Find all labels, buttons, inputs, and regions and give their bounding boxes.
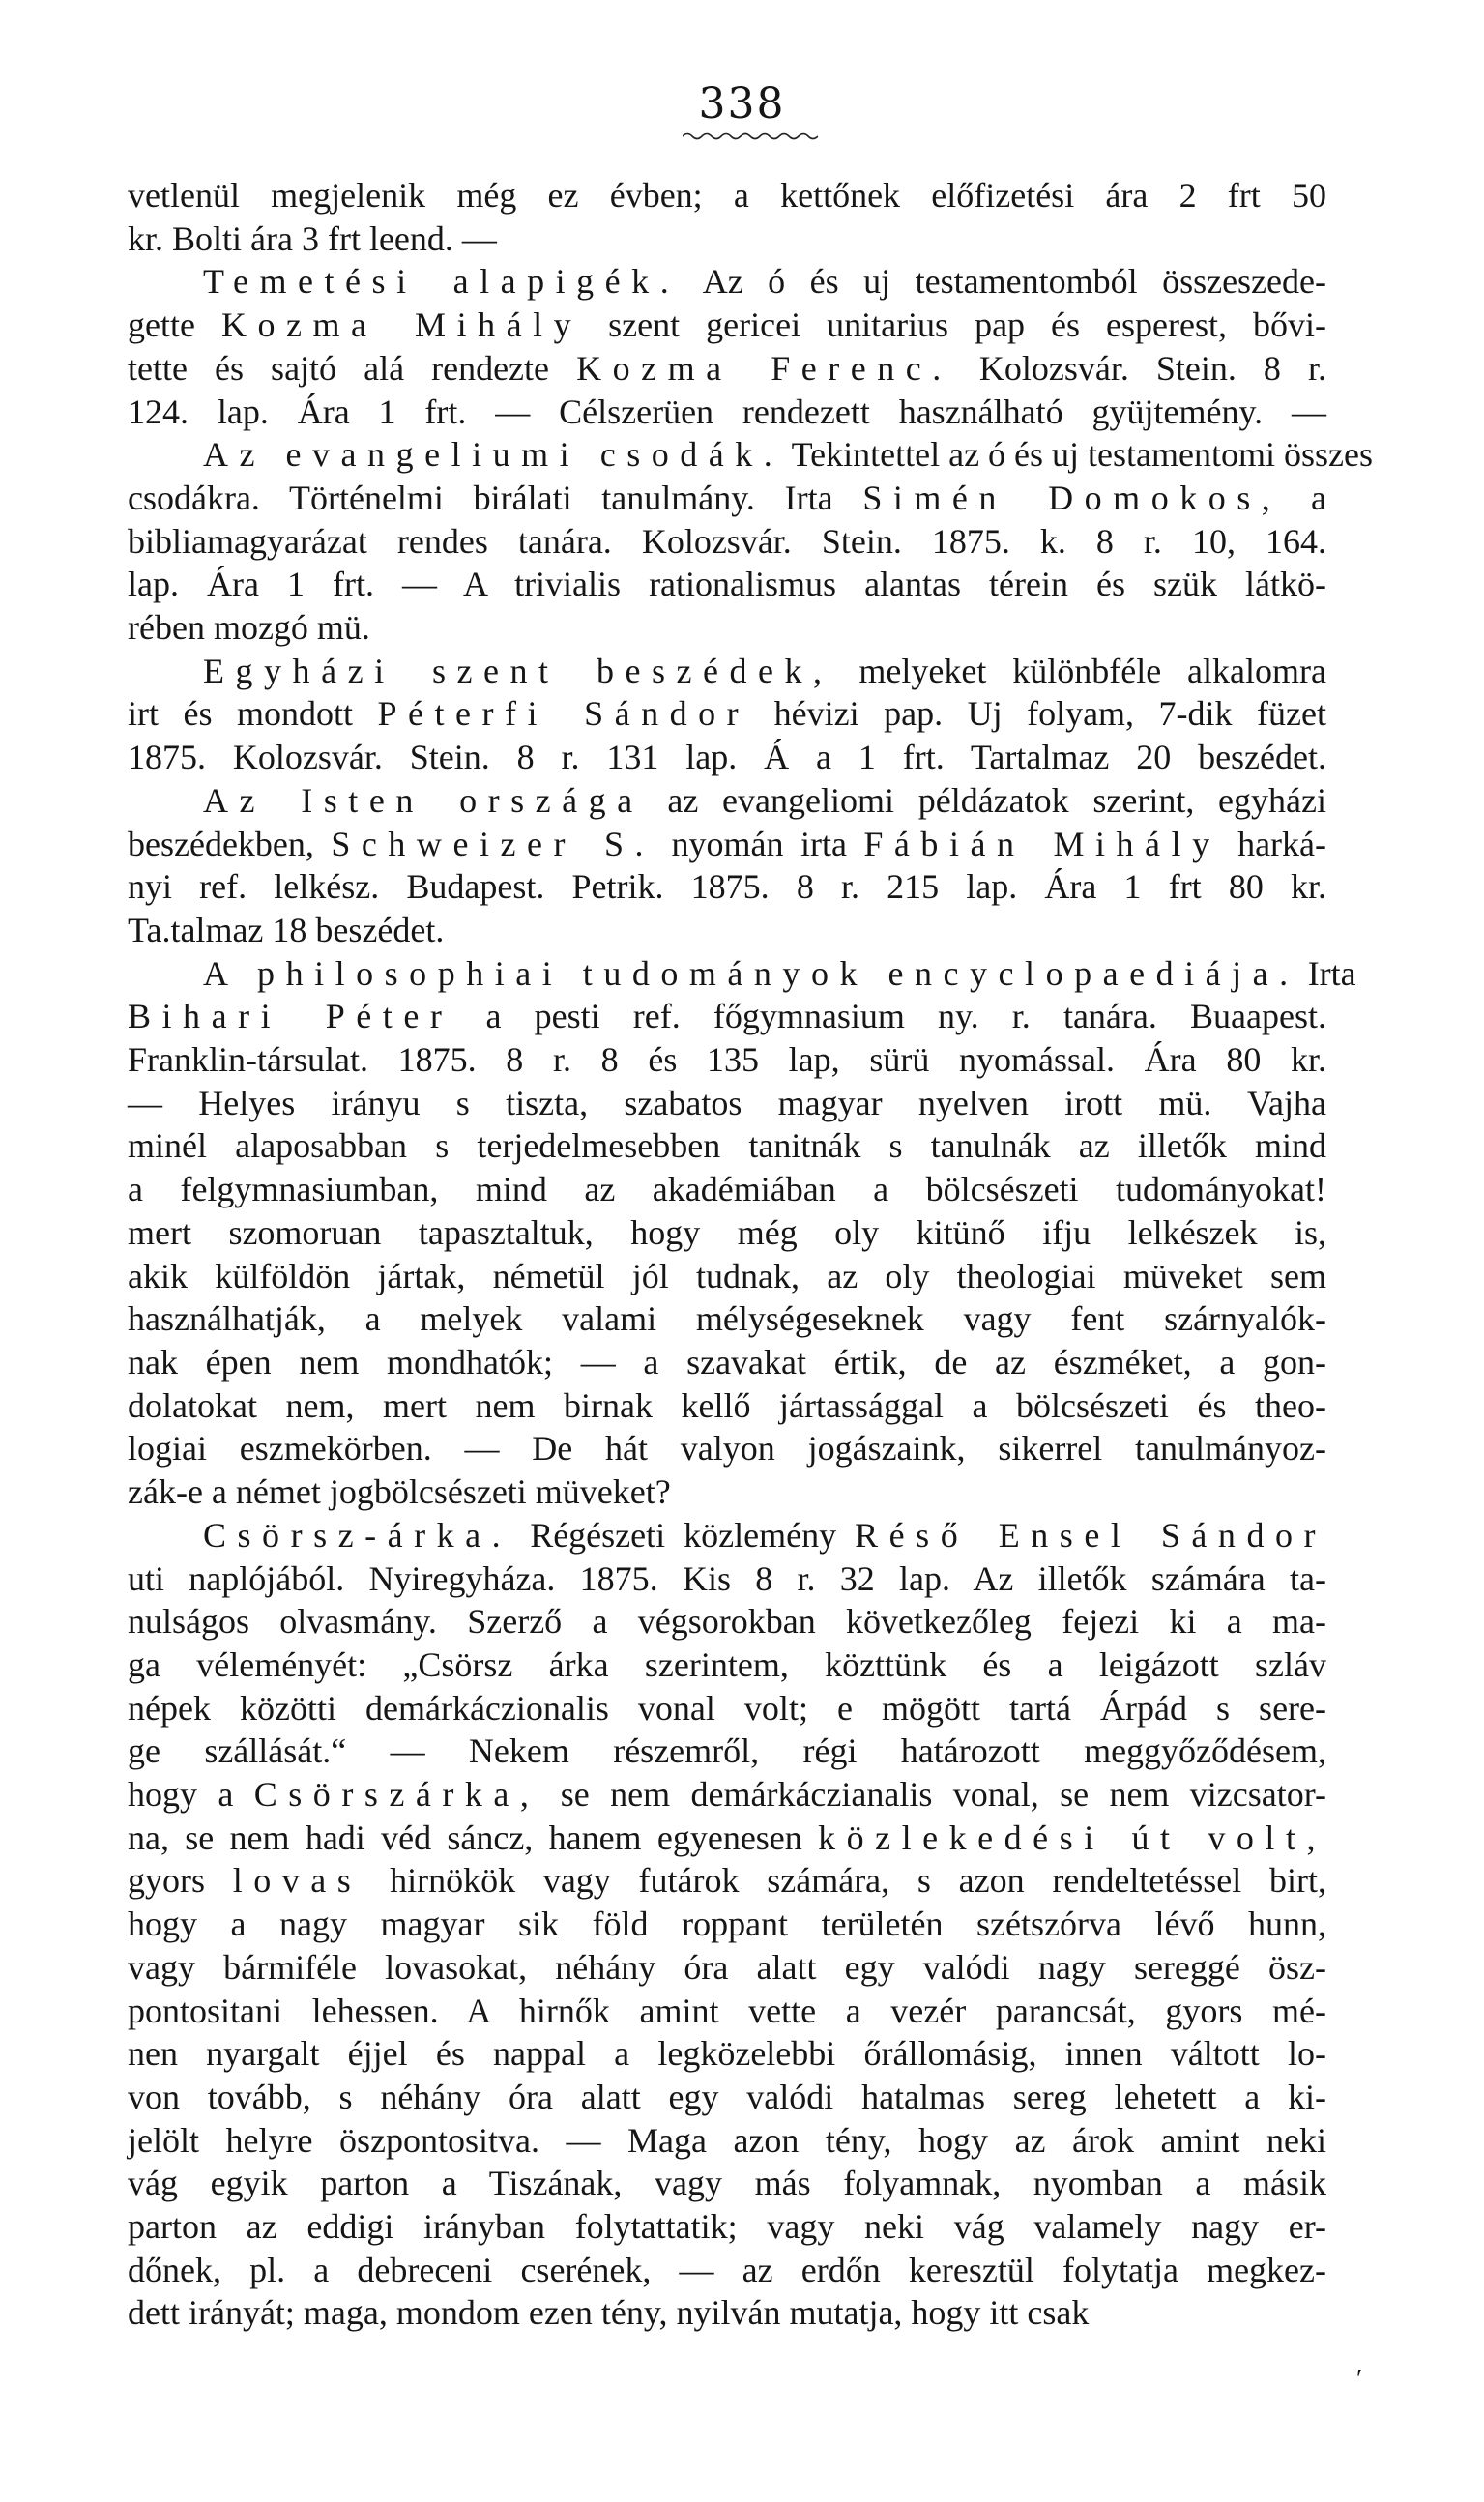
text-line [128,2249,1326,2292]
text-run: használhatják, a melyek valami mélységeseknek vagy fent szárnyalók- [128,1299,1326,1339]
text-line [128,865,1326,909]
text-line [128,823,1326,866]
text-run: dolatokat nem, mert nem birnak kellő jártassággal a bölcsészeti és theo- [128,1385,1326,1425]
text-run: az evangeliomi példázatok szerint, egyházi [643,780,1326,820]
text-run: Ta.talmaz 18 beszédet. [128,910,445,949]
page-number: 338 [698,79,786,129]
spaced-emphasis: Temetési alapigék. [203,262,681,302]
text-run: — Helyes irányu s tiszta, szabatos magyar nyelven irott mü. Vajha [128,1083,1326,1122]
text-line [128,909,1326,952]
text-line [128,2076,1326,2119]
text-run: nyi ref. lelkész. Budapest. Petrik. 1875. 8 r. 215 lap. Ára 1 frt 80 kr. [128,867,1326,907]
text-run: se nem demárkáczianalis vonal, se nem vizcsator- [539,1775,1326,1815]
spaced-emphasis: Csörsz-árka. [203,1515,512,1555]
text-line [128,2205,1326,2249]
spaced-emphasis: A philosophiai tudományok encyclopaediája. [203,953,1299,993]
text-run: tette és sajtó alá rendezte [128,348,577,388]
text-line [128,1514,1326,1557]
text-run: bibliamagyarázat rendes tanára. Kolozsvár. Stein. 1875. k. 8 r. 10, 164. [128,521,1326,561]
text-run: 124. lap. Ára 1 frt. — Célszerüen rendezett használható gyüjtemény. — [128,392,1326,431]
text-run: 1875. Kolozsvár. Stein. 8 r. 131 lap. Á a 1 frt. Tartalmaz 20 beszédet. [128,738,1326,777]
text-run: jelölt helyre öszpontositva. — Maga azon tény, hogy az árok amint neki [128,2120,1326,2160]
text-line [128,1384,1326,1428]
spaced-emphasis: Bihari Péter [128,997,453,1036]
text-line [128,1297,1326,1341]
text-run: nyomán irta [655,824,864,863]
text-run: parton az eddigi irányban folytattatik; vagy neki vág valamely nagy er- [128,2207,1326,2247]
text-run: Régészeti közlemény [511,1515,856,1555]
text-line [128,477,1326,520]
text-run: lap. Ára 1 frt. — A trivialis rationalismus alantas térein és szük látkö- [128,565,1326,604]
spaced-emphasis: Csörszárka, [253,1775,540,1815]
text-line [128,2032,1326,2076]
body-text [128,174,1373,2335]
wavy-rule-path [683,134,818,139]
text-line [128,1427,1326,1470]
text-line [128,1255,1326,1298]
text-run: Irta [1298,953,1356,993]
spaced-emphasis: Egyházi szent beszédek, [203,651,833,690]
spaced-emphasis: Réső Ensel Sándor [855,1515,1326,1555]
text-line [128,1082,1326,1125]
text-line [128,2291,1326,2335]
spaced-emphasis: Simén Domokos, [862,478,1282,517]
text-run: gette [128,305,221,345]
text-run: hogy a [128,1775,254,1815]
text-run: kr. Bolti ára 3 frt leend. — [128,218,497,258]
text-line [128,2162,1326,2205]
text-run: Az ó és uj testamentomból összeszede- [680,262,1326,302]
text-line [128,347,1326,391]
spaced-emphasis: Az evangeliumi csodák. [203,435,784,475]
text-run: hogy a nagy magyar sik föld roppant területén szétszórva lévő hunn, [128,1905,1326,1944]
text-run: Franklin-társulat. 1875. 8 r. 8 és 135 lap, sürü nyomással. Ára 80 kr. [128,1040,1326,1080]
text-line [128,1773,1326,1817]
text-run: nen nyargalt éjjel és nappal a legközelebbi őrállomásig, innen váltott lo- [128,2034,1326,2074]
text-run: rében mozgó mü. [128,608,370,648]
text-line [128,1687,1326,1731]
text-line [128,1600,1326,1644]
text-line [128,1644,1326,1687]
text-run: beszédekben, [128,824,332,863]
text-run: vetlenül megjelenik még ez évben; a kettőnek előfizetési ára 2 frt 50 [128,176,1326,215]
text-run: a felgymnasiumban, mind az akadémiában a bölcsészeti tudományokat! [128,1170,1326,1209]
spaced-emphasis: Schweizer S. [331,824,655,863]
text-line [128,779,1326,823]
text-line [128,174,1326,218]
text-line [128,650,1326,693]
text-run: melyeket különbféle alkalomra [832,651,1326,690]
text-run: csodákra. Történelmi birálati tanulmány. Irta [128,478,863,517]
text-run: irt és mondott [128,694,378,734]
text-line [128,1038,1326,1082]
text-run: ga véleményét: „Csörsz árka szerintem, közttünk és a leigázott szláv [128,1644,1326,1684]
text-line [128,1817,1326,1860]
spaced-emphasis: Péterfi Sándor [377,694,750,734]
text-line [128,304,1326,347]
text-line [128,391,1326,434]
text-run: logiai eszmekörben. — De hát valyon jogászaink, sikerrel tanulmányoz- [128,1429,1326,1469]
text-run: Kolozsvár. Stein. 8 r. [951,348,1326,388]
text-run: Tekintettel az ó és uj testamentomi összes [783,435,1373,475]
text-run: gyors [128,1861,233,1901]
text-run: a pesti ref. főgymnasium ny. r. tanára. Buaapest. [452,997,1326,1036]
spaced-emphasis: Kozma Mihály [220,305,583,345]
text-line [128,692,1326,736]
text-line [128,1946,1326,1990]
text-run: a [1281,478,1327,517]
text-line [128,995,1326,1038]
text-run: hirnökök vagy futárok számára, s azon rendeltetéssel birt, [362,1861,1326,1901]
text-run: vagy bármiféle lovasokat, néhány óra alatt egy valódi nagy sereggé ösz- [128,1947,1326,1987]
text-line [128,1990,1326,2033]
text-line [128,2119,1326,2163]
text-line [128,1730,1326,1773]
text-line [128,736,1326,779]
text-run: minél alaposabban s terjedelmesebben tanitnák s tanulnák az illetők mind [128,1126,1326,1166]
text-line [128,1903,1326,1946]
text-run: dőnek, pl. a debreceni cserének, — az erdőn keresztül folytatja megkez- [128,2250,1326,2289]
text-run: szent gericei unitarius pap és esperest, bővi- [582,305,1326,345]
text-run: von tovább, s néhány óra alatt egy valódi hatalmas sereg lehetett a ki- [128,2077,1326,2116]
spaced-emphasis: lovas [232,1861,363,1901]
text-run: dett irányát; maga, mondom ezen tény, nyilván mutatja, hogy itt csak [128,2293,1090,2333]
text-line [128,260,1326,304]
text-run: hévizi pap. Uj folyam, 7-dik füzet [749,694,1326,734]
text-line [128,1168,1326,1211]
page-number-wavy-rule [683,131,818,141]
text-line [128,1124,1326,1168]
text-run: nak épen nem mondhatók; — a szavakat értik, de az észméket, a gon- [128,1342,1326,1382]
spaced-emphasis: Fábián Mihály [863,824,1221,863]
text-line [128,520,1326,564]
text-run: akik külföldön jártak, németül jól tudnak, az oly theologiai müveket sem [128,1256,1326,1295]
text-run: mert szomoruan tapasztaltuk, hogy még oly kitünő ifju lelkészek is, [128,1212,1326,1252]
text-run: uti naplójából. Nyiregyháza. 1875. Kis 8 r. 32 lap. Az illetők számára ta- [128,1558,1326,1598]
text-run: nulságos olvasmány. Szerző a végsorokban következőleg fejezi ki a ma- [128,1602,1326,1642]
text-line [128,433,1373,477]
text-line [128,563,1326,606]
text-line [128,606,1326,650]
text-run: na, se nem hadi véd sáncz, hanem egyenesen [128,1818,819,1857]
text-run: harká- [1220,824,1326,863]
spaced-emphasis: Az Isten országa [203,780,644,820]
text-line [128,952,1356,996]
text-run: ge szállását.“ — Nekem részemről, régi határozott meggyőződésem, [128,1731,1326,1771]
text-line [128,1557,1326,1601]
spaced-emphasis: közlekedési út volt, [818,1818,1326,1857]
text-line [128,1211,1326,1255]
text-run: pontositani lehessen. A hirnők amint vette a vezér parancsát, gyors mé- [128,1991,1326,2030]
text-run: vág egyik parton a Tiszának, vagy más folyamnak, nyomban a másik [128,2164,1326,2203]
text-run: zák-e a német jogbölcsészeti müveket? [128,1472,671,1512]
text-run: népek közötti demárkáczionalis vonal volt; e mögött tartá Árpád s sere- [128,1688,1326,1728]
stray-mark: ′ [1356,2365,1363,2395]
text-line [128,1470,1326,1514]
text-line [128,218,1326,261]
text-line [128,1859,1326,1903]
text-line [128,1341,1326,1384]
spaced-emphasis: Kozma Ferenc. [576,348,952,388]
